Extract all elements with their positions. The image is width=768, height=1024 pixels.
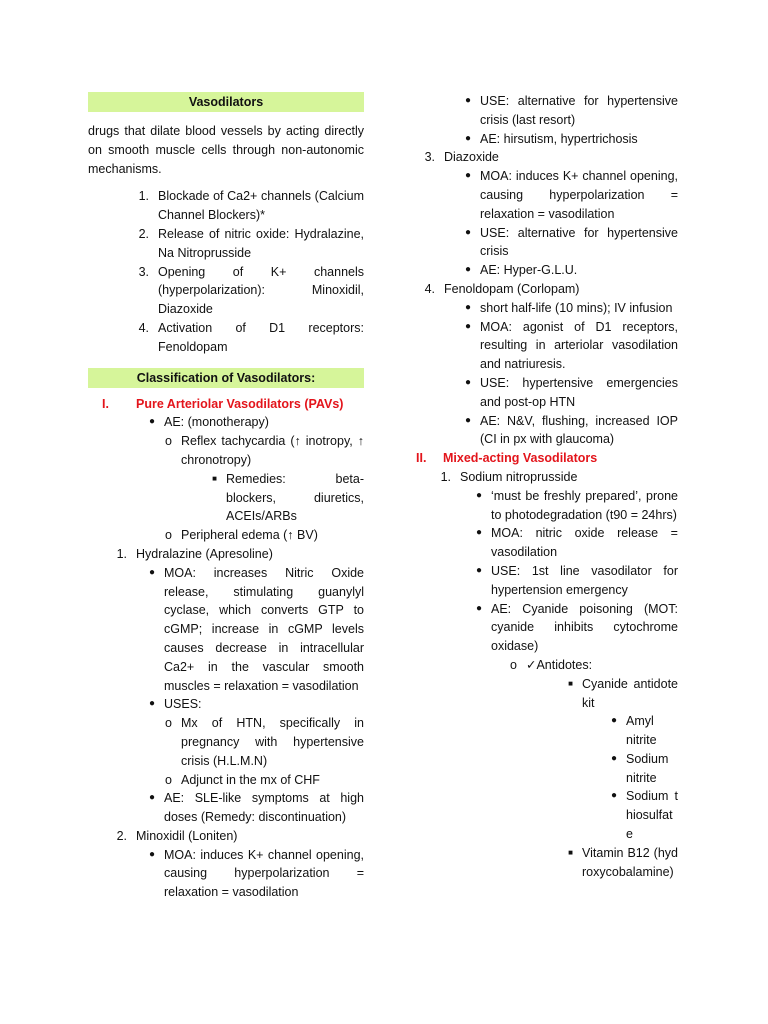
bullet: ● — [464, 132, 471, 144]
bullet: ● — [464, 95, 471, 106]
list-number: 4. — [424, 281, 435, 296]
left-column — [88, 92, 364, 902]
bullet: ● — [464, 376, 471, 388]
list-item: Opening of K+ channels (hyperpolarization): Minoxidil, Diazoxide — [158, 264, 364, 317]
list-item: USE: alternative for hypertensive crisis — [480, 225, 678, 259]
circle-bullet: o — [165, 716, 172, 731]
list-number: 2. — [138, 226, 149, 241]
list-item: Sodium nitrite — [626, 751, 669, 785]
list-item: Adjunct in the mx of CHF — [181, 772, 320, 787]
mechanism-list — [88, 187, 364, 356]
square-bullet: ■ — [568, 678, 573, 688]
drug-title: Minoxidil (Loniten) — [136, 828, 238, 843]
list-number: 3. — [138, 264, 149, 279]
bullet: ● — [475, 564, 482, 576]
list-item: Reflex tachycardia (↑ inotropy, ↑ chronotropy) — [181, 434, 364, 467]
list-item: Mx of HTN, specifically in pregnancy with hypertensive crisis (H.L.M.N) — [181, 716, 364, 768]
bullet: ● — [475, 602, 482, 614]
list-item: MOA: agonist of D1 receptors, resulting in arteriolar vasodilation and natriuresis. — [480, 319, 678, 372]
drug-title: Hydralazine (Apresoline) — [136, 546, 273, 561]
list-item: USE: alternative for hypertensive crisis (last resort) — [480, 94, 678, 127]
list-item: AE: SLE-like symptoms at high doses (Remedy: discontinuation) — [164, 791, 364, 825]
list-item: USE: hypertensive emergencies and post-op HTN — [480, 375, 678, 409]
section-numeral: I. — [102, 396, 109, 411]
bullet: ● — [610, 715, 617, 727]
list-number: 1. — [440, 469, 451, 484]
circle-bullet: o — [165, 528, 172, 543]
list-item: Activation of D1 receptors: Fenoldopam — [158, 320, 364, 354]
circle-bullet: o — [165, 434, 172, 449]
bullet: ● — [148, 698, 155, 710]
list-item: Vitamin B12 (hydroxycobalamine) — [582, 845, 678, 879]
list-item: AE: Cyanide poisoning (MOT: cyanide inhibits cytochrome oxidase) — [491, 601, 678, 654]
list-item: MOA: nitric oxide release = vasodilation — [491, 526, 678, 560]
classification-heading: Classification of Vasodilators: — [88, 368, 364, 388]
list-item: AE: hirsutism, hypertrichosis — [480, 131, 638, 146]
list-item: Amyl nitrite — [626, 714, 657, 748]
bullet: ● — [475, 527, 482, 539]
list-item: AE: Hyper-G.L.U. — [480, 263, 578, 278]
list-item: MOA: induces K+ channel opening, causing hyperpolarization = relaxation = vasodilation — [480, 169, 678, 221]
square-bullet: ■ — [568, 847, 573, 857]
bullet: ● — [610, 790, 617, 802]
list-item: USE: 1st line vasodilator for hypertension emergency — [491, 563, 678, 597]
intro-paragraph: drugs that dilate blood vessels by acting directly on smooth muscle cells through non-autonomic mechanisms. — [88, 124, 364, 176]
bullet: ● — [464, 414, 471, 426]
list-item: AE: N&V, flushing, increased IOP (CI in px with glaucoma) — [480, 413, 678, 447]
bullet: ● — [148, 416, 155, 428]
section-numeral: II. — [416, 451, 427, 466]
list-number: 3. — [424, 150, 435, 165]
list-number: 1. — [138, 189, 149, 204]
circle-bullet: o — [510, 657, 517, 672]
list-item: Blockade of Ca2+ channels (Calcium Channel Blockers)* — [158, 189, 364, 223]
bullet: ● — [148, 792, 155, 804]
list-item: Sodium thiosulfate — [626, 789, 678, 842]
bullet: ● — [464, 170, 471, 182]
bullet: ● — [148, 566, 155, 578]
bullet: ● — [464, 264, 471, 276]
drug-title: Fenoldopam (Corlopam) — [444, 281, 580, 296]
section-title: Pure Arteriolar Vasodilators (PAVs) — [136, 396, 344, 411]
list-number: 2. — [116, 828, 127, 843]
list-number: 4. — [138, 320, 149, 335]
section-title: Mixed-acting Vasodilators — [443, 451, 598, 466]
list-item: USES: — [164, 697, 202, 712]
list-item: Remedies: beta-blockers, diuretics, ACEIs/ARBs — [226, 471, 364, 524]
list-item: ‘must be freshly prepared’, prone to photodegradation (t90 = 24hrs) — [491, 488, 678, 522]
bullet: ● — [148, 848, 155, 860]
bullet: ● — [610, 752, 617, 764]
list-item: MOA: induces K+ channel opening, causing hyperpolarization = relaxation = vasodilation — [164, 847, 364, 900]
list-number: 1. — [116, 546, 127, 561]
check-icon: ✓Antidotes: — [526, 657, 593, 672]
list-item: short half-life (10 mins); IV infusion — [480, 300, 673, 315]
list-item: Cyanide antidote kit — [582, 676, 678, 710]
drug-title: Diazoxide — [444, 150, 499, 165]
right-column — [416, 92, 678, 881]
circle-bullet: o — [165, 772, 172, 787]
square-bullet: ■ — [212, 473, 217, 483]
list-item: Peripheral edema (↑ BV) — [181, 528, 318, 543]
bullet: ● — [464, 320, 471, 332]
drug-title: Sodium nitroprusside — [460, 469, 578, 484]
bullet: ● — [464, 301, 471, 313]
list-item: MOA: increases Nitric Oxide release, stimulating guanylyl cyclase, which converts GTP to cGMP; increase in cGMP levels causes decrease in intracellular Ca2+ in the vascular smooth muscles = relaxation = vasodilation — [164, 565, 364, 693]
list-item: Release of nitric oxide: Hydralazine, Na Nitroprusside — [158, 226, 364, 260]
bullet: ● — [464, 226, 471, 238]
bullet: ● — [475, 489, 482, 501]
list-item: AE: (monotherapy) — [164, 415, 269, 430]
vasodilators-heading: Vasodilators — [88, 92, 364, 112]
